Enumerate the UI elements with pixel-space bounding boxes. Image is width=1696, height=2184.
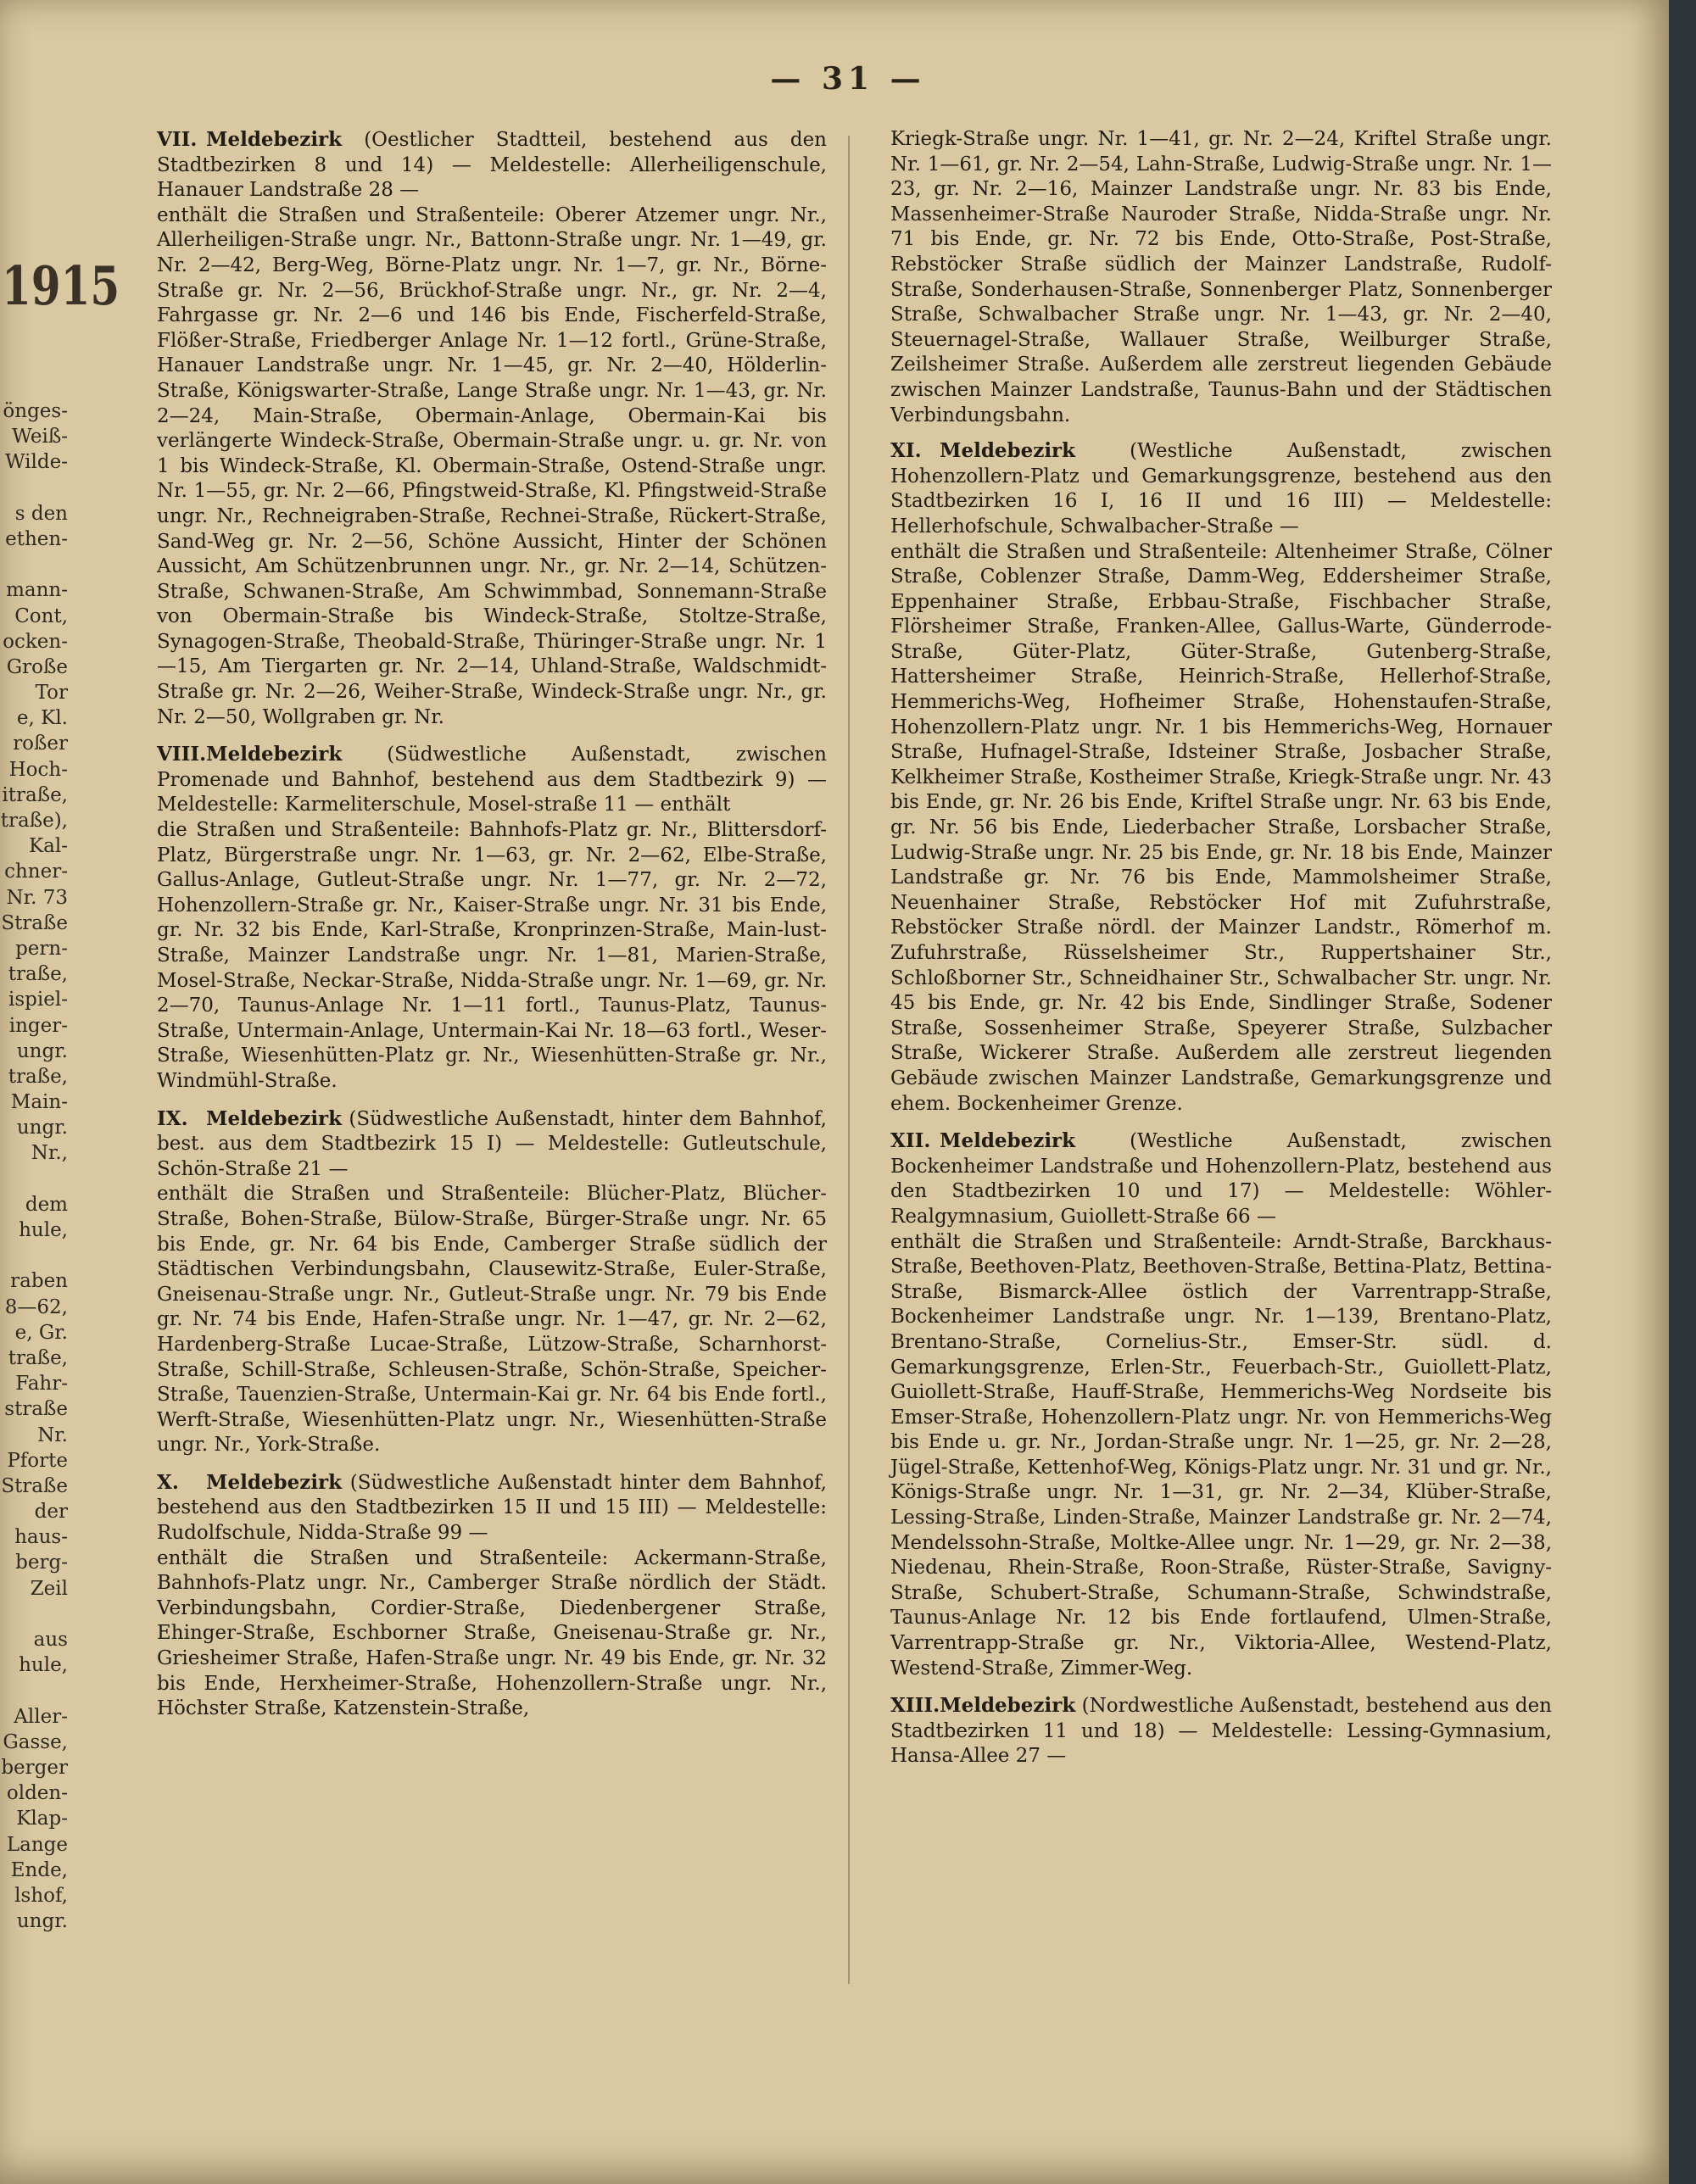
margin-fragment: Ende, [10,1858,68,1881]
margin-fragment: traße, [8,1346,68,1369]
margin-fragment [0,552,68,577]
district-heading [157,742,827,818]
margin-fragment: hule, [19,1654,68,1677]
district-number: VII. [157,128,198,151]
margin-fragment: 8—62, [4,1295,68,1318]
margin-fragment: raben [10,1270,68,1293]
margin-fragment: traße), [0,810,68,832]
district-description: (Oestlicher Stadtteil, bestehend aus den Stadtbezirken 8 und 14) — Meldestelle: Allerheiligenschule, Hanauer Landstraße 28 — [157,129,827,202]
margin-fragment: Hoch- [8,758,68,781]
margin-fragment: Große [6,655,68,678]
margin-fragment: e, Gr. [14,1321,68,1344]
margin-fragment: dem [25,1193,68,1216]
margin-fragment: Tor [35,682,68,705]
district-entry [890,438,1552,1117]
district-heading [890,438,1552,539]
margin-fragment: Main- [10,1091,68,1114]
left-column [157,127,827,1734]
margin-fragment [0,1678,68,1703]
district-entry [890,1693,1552,1769]
district-number: IX. [157,1106,188,1130]
margin-fragment: Kal- [28,835,68,858]
district-entry [157,742,827,1094]
margin-fragment: traße, [8,1065,68,1088]
margin-fragment: Lange [6,1833,68,1856]
margin-fragment: Zeil [30,1577,68,1600]
district-title: Meldebezirk [206,1106,343,1130]
district-number: XIII. [890,1694,940,1718]
district-description: (Südwestliche Außenstadt, hinter dem Bahnhof, best. aus dem Stadtbezirk 15 I) — Meldestelle: Gutleutschule, Schön-Straße 21 — [157,1107,827,1180]
margin-fragment: pern- [15,937,68,960]
street-list: enthält die Straßen und Straßenteile: Altenheimer Straße, Cölner Straße, Coblenzer Straße, Damm-Weg, Eddersheimer Straße, Eppenhainer Straße, Erbbau-Straße, Fischbacher Straße, Flörsheimer Straße, Franken-Allee, Gallus-Warte, Günderrode-Straße, Güter-Platz, Güter-Straße, Gutenberg-Straße, Hattersheimer Straße, Heinrich-Straße, Hellerhof-Straße, Hemmerichs-Weg, Hofheimer Straße, Hohenstaufen-Straße, Hohenzollern-Platz ungr. Nr. 1 bis Hemmerichs-Weg, Hornauer Straße, Hufnagel-Straße, Idsteiner Straße, Josbacher Straße, Kelkheimer Straße, Kostheimer Straße, Kriegk-Straße ungr. Nr. 43 bis Ende, gr. Nr. 26 bis Ende, Kriftel Straße ungr. Nr. 63 bis Ende, gr. Nr. 56 bis Ende, Liederbacher Straße, Lorsbacher Straße, Ludwig-Straße ungr. Nr. 25 bis Ende, gr. Nr. 18 bis Ende, Mainzer Landstraße gr. Nr. 76 bis Ende, Mammolsheimer Straße, Neuenhainer Straße, Rebstöcker Hof mit Zufuhrstraße, Rebstöcker Straße nördl. der Mainzer Landstr., Römerhof m. Zufuhrstraße, Rüsselsheimer Str., Ruppertshainer Str., Schloßborner Str., Schneidhainer Str., Schwalbacher Str. ungr. Nr. 45 bis Ende, gr. Nr. 42 bis Ende, Sindlinger Straße, Sodener Straße, Sossenheimer Straße, Speyerer Straße, Sulzbacher Straße, Wickerer Straße. Außerdem alle zerstreut liegenden Gebäude zwischen Mainzer Landstraße, Gemarkungsgrenze und ehem. Bockenheimer Grenze. [890,540,1552,1115]
district-number: XII. [890,1129,931,1153]
district-title: Meldebezirk [206,1470,343,1494]
district-description: (Westliche Außenstadt, zwischen Bockenheimer Landstraße und Hohenzollern-Platz, bestehend aus den Stadtbezirken 10 und 17) — Meldestelle: Wöhler-Realgymnasium, Guiollett-Straße 66 — [890,1130,1552,1228]
margin-fragment: berger [1,1756,68,1779]
margin-fragment: önges- [3,400,68,422]
district-heading [157,1106,827,1183]
margin-fragment [0,1602,68,1627]
margin-fragment [0,476,68,501]
district-number: VIII. [157,743,207,766]
district-title: Meldebezirk [206,743,343,766]
margin-fragment: Nr. 73 [6,886,68,909]
district-title: Meldebezirk [940,1129,1076,1153]
district-heading [890,1128,1552,1229]
margin-fragment [0,1167,68,1192]
margin-fragment: berg- [15,1552,68,1574]
margin-fragment: Nr., [31,1142,68,1165]
margin-fragment: Nr. [37,1424,68,1446]
margin-fragment: mann- [6,579,68,602]
margin-fragment: ungr. [16,1910,68,1933]
street-list: die Straßen und Straßenteile: Bahnhofs-Platz gr. Nr., Blittersdorf-Platz, Bürgerstraße ungr. Nr. 1—63, gr. Nr. 2—62, Elbe-Straße, Gallus-Anlage, Gutleut-Straße ungr. Nr. 1—77, gr. Nr. 2—72, Hohenzollern-Straße gr. Nr., Kaiser-Straße ungr. Nr. 31 bis Ende, gr. Nr. 32 bis Ende, Karl-Straße, Kronprinzen-Straße, Main-lust-Straße, Mainzer Landstraße ungr. Nr. 1—81, Marien-Straße, Mosel-Straße, Neckar-Straße, Nidda-Straße ungr. Nr. 1—69, gr. Nr. 2—70, Taunus-Anlage Nr. 1—11 fortl., Taunus-Platz, Taunus-Straße, Untermain-Anlage, Untermain-Kai Nr. 18—63 fortl., Weser-Straße, Wiesenhütten-Platz gr. Nr., Wiesenhütten-Straße gr. Nr., Windmühl-Straße. [157,819,827,1092]
district-entry [157,1470,827,1722]
margin-fragment: traße, [8,963,68,986]
district-description: (Südwestliche Außenstadt hinter dem Bahnhof, bestehend aus den Stadtbezirken 15 II und 15 III) — Meldestelle: Rudolfschule, Nidda-Straße 99 — [157,1471,827,1545]
previous-page-fragments [0,398,68,1934]
margin-fragment: e, Kl. [16,707,68,730]
page-number: — 31 — [770,61,926,97]
margin-fragment: inger- [8,1014,68,1037]
right-column [890,127,1552,1781]
street-list: enthält die Straßen und Straßenteile: Oberer Atzemer ungr. Nr., Allerheiligen-Straße ungr. Nr., Battonn-Straße ungr. Nr. 1—49, gr. Nr. 2—42, Berg-Weg, Börne-Platz ungr. Nr. 1—7, gr. Nr., Börne-Straße gr. Nr. 2—56, Brückhof-Straße ungr. Nr., gr. Nr. 2—4, Fahrgasse gr. Nr. 2—6 und 146 bis Ende, Fischerfeld-Straße, Flößer-Straße, Friedberger Anlage Nr. 1—12 fortl., Grüne-Straße, Hanauer Landstraße ungr. Nr. 1—45, gr. Nr. 2—40, Hölderlin-Straße, Königswarter-Straße, Lange Straße ungr. Nr. 1—43, gr. Nr. 2—24, Main-Straße, Obermain-Anlage, Obermain-Kai bis verlängerte Windeck-Straße, Obermain-Straße ungr. u. gr. Nr. von 1 bis Windeck-Straße, Kl. Obermain-Straße, Ostend-Straße ungr. Nr. 1—55, gr. Nr. 2—66, Pfingstweid-Straße, Kl. Pfingstweid-Straße ungr. Nr., Rechneigraben-Straße, Rechnei-Straße, Rückert-Straße, Sand-Weg gr. Nr. 2—56, Schöne Aussicht, Hinter der Schönen Aussicht, Am Schützenbrunnen ungr. Nr., gr. Nr. 2—14, Schützen-Straße, Schwanen-Straße, Am Schwimmbad, Sonnemann-Straße von Obermain-Straße bis Windeck-Straße, Stoltze-Straße, Synagogen-Straße, Theobald-Straße, Thüringer-Straße ungr. Nr. 1—15, Am Tiergarten gr. Nr. 2—14, Uhland-Straße, Waldschmidt-Straße gr. Nr. 2—26, Weiher-Straße, Windeck-Straße ungr. Nr., gr. Nr. 2—50, Wollgraben gr. Nr. [157,203,827,728]
margin-fragment: itraße, [2,783,68,806]
margin-fragment: ocken- [3,630,68,653]
district-entry [890,1128,1552,1681]
district-description: (Südwestliche Außenstadt, zwischen Promenade und Bahnhof, bestehend aus dem Stadtbezirk 9) — Meldestelle: Karmeliterschule, Mosel-straße 11 — enthält [157,744,827,816]
margin-fragment: straße [4,1398,68,1421]
margin-fragment: roßer [13,733,68,755]
margin-fragment: Pforte [7,1449,68,1472]
continued-text: Kriegk-Straße ungr. Nr. 1—41, gr. Nr. 2—24, Kriftel Straße ungr. Nr. 1—61, gr. Nr. 2—54, Lahn-Straße, Ludwig-Straße ungr. Nr. 1—23, gr. Nr. 2—16, Mainzer Landstraße ungr. Nr. 83 bis Ende, Massenheimer-Straße Nauroder Straße, Nidda-Straße ungr. Nr. 71 bis Ende, gr. Nr. 72 bis Ende, Otto-Straße, Post-Straße, Rebstöcker Straße südlich der Mainzer Landstraße, Rudolf-Straße, Sonderhausen-Straße, Sonnenberger Platz, Sonnenberger Straße, Schwalbacher Straße ungr. Nr. 1—43, gr. Nr. 2—40, Steuernagel-Straße, Wallauer Straße, Weilburger Straße, Zeilsheimer Straße. Außerdem alle zerstreut liegenden Gebäude zwischen Mainzer Landstraße, Taunus-Bahn und der Städtischen Verbindungsbahn. [890,128,1552,426]
margin-fragment: Cont, [14,604,68,627]
margin-fragment: Weiß- [12,426,68,448]
district-heading [890,1693,1552,1769]
margin-fragment: Wilde- [4,451,68,474]
district-heading [157,127,827,203]
district-entry [157,1106,827,1458]
margin-fragment: Aller- [14,1705,68,1728]
margin-fragment: Fahr- [15,1373,68,1396]
column-divider [848,136,850,1984]
margin-fragment: Klap- [16,1808,68,1830]
district-title: Meldebezirk [940,1694,1076,1718]
street-list: enthält die Straßen und Straßenteile: Ackermann-Straße, Bahnhofs-Platz ungr. Nr., Camberger Straße nördlich der Städt. Verbindungsbahn, Cordier-Straße, Diedenbergener Straße, Ehinger-Straße, Eschborner Straße, Gneisenau-Straße gr. Nr., Griesheimer Straße, Hafen-Straße ungr. Nr. 49 bis Ende, gr. Nr. 32 bis Ende, Herxheimer-Straße, Hohenzollern-Straße ungr. Nr., Höchster Straße, Katzenstein-Straße, [157,1546,827,1720]
margin-fragment: ungr. [16,1117,68,1139]
margin-fragment: chner- [4,861,68,883]
margin-fragment: aus [33,1629,68,1651]
margin-fragment: lshof, [14,1884,68,1907]
street-list: enthält die Straßen und Straßenteile: Blücher-Platz, Blücher-Straße, Bohen-Straße, Bülow-Straße, Bürger-Straße ungr. Nr. 65 bis Ende, gr. Nr. 64 bis Ende, Camberger Straße südlich der Städtischen Verbindungsbahn, Clausewitz-Straße, Euler-Straße, Gneisenau-Straße ungr. Nr., Gutleut-Straße ungr. Nr. 79 bis Ende gr. Nr. 74 bis Ende, Hafen-Straße ungr. Nr. 1—47, gr. Nr. 2—62, Hardenberg-Straße Lucae-Straße, Lützow-Straße, Scharnhorst-Straße, Schill-Straße, Schleusen-Straße, Schön-Straße, Speicher-Straße, Tauenzien-Straße, Untermain-Kai gr. Nr. 64 bis Ende fortl., Werft-Straße, Wiesenhütten-Platz ungr. Nr., Wiesenhütten-Straße ungr. Nr., York-Straße. [157,1183,827,1457]
district-description: (Nordwestliche Außenstadt, bestehend aus den Stadtbezirken 11 und 18) — Meldestelle: Lessing-Gymnasium, Hansa-Allee 27 — [890,1695,1552,1768]
margin-fragment: ethen- [5,527,68,550]
margin-fragment: der [34,1501,68,1524]
margin-fragment: haus- [14,1526,68,1549]
district-title: Meldebezirk [206,128,343,151]
district-title: Meldebezirk [940,439,1076,463]
margin-fragment: Straße [1,911,68,934]
street-list: enthält die Straßen und Straßenteile: Arndt-Straße, Barckhaus-Straße, Beethoven-Platz, Beethoven-Straße, Bettina-Platz, Bettina-Straße, Bismarck-Allee östlich der Varrentrapp-Straße, Bockenheimer Landstraße ungr. Nr. 1—139, Brentano-Platz, Brentano-Straße, Cornelius-Str., Emser-Str. südl. d. Gemarkungsgrenze, Erlen-Str., Feuerbach-Str., Guiollett-Platz, Guiollett-Straße, Hauff-Straße, Hemmerichs-Weg Nordseite bis Emser-Straße, Hohenzollern-Platz ungr. Nr. von Hemmerichs-Weg bis Ende u. gr. Nr., Jordan-Straße ungr. Nr. 1—25, gr. Nr. 2—28, Jügel-Straße, Kettenhof-Weg, Königs-Platz ungr. Nr. 31 und gr. Nr., Königs-Straße ungr. Nr. 1—31, gr. Nr. 2—34, Klüber-Straße, Lessing-Straße, Linden-Straße, Mainzer Landstraße gr. Nr. 2—74, Mendelssohn-Straße, Moltke-Allee ungr. Nr. 1—29, gr. Nr. 2—38, Niedenau, Rhein-Straße, Roon-Straße, Rüster-Straße, Savigny-Straße, Schubert-Straße, Schumann-Straße, Schwindstraße, Taunus-Anlage Nr. 12 bis Ende fortlaufend, Ulmen-Straße, Varrentrapp-Straße gr. Nr., Viktoria-Allee, Westend-Platz, Westend-Straße, Zimmer-Weg. [890,1230,1552,1680]
margin-fragment: ispiel- [8,989,68,1011]
margin-fragment: s den [14,502,68,525]
district-number: X. [157,1470,179,1494]
margin-fragment [0,1243,68,1268]
margin-fragment: Gasse, [3,1730,68,1753]
district-number: XI. [890,439,922,463]
margin-fragment: olden- [6,1782,68,1805]
margin-fragment: Straße [1,1474,68,1497]
margin-fragment: ungr. [16,1039,68,1062]
year-stamp: 1915 [2,254,120,317]
right-districts [890,438,1552,1769]
margin-fragment: hule, [19,1219,68,1241]
district-entry [157,127,827,730]
district-description: (Westliche Außenstadt, zwischen Hohenzollern-Platz und Gemarkungsgrenze, bestehend aus den Stadtbezirken 16 I, 16 II und 16 III) — Meldestelle: Hellerhofschule, Schwalbacher-Straße — [890,440,1552,538]
district-heading [157,1470,827,1546]
